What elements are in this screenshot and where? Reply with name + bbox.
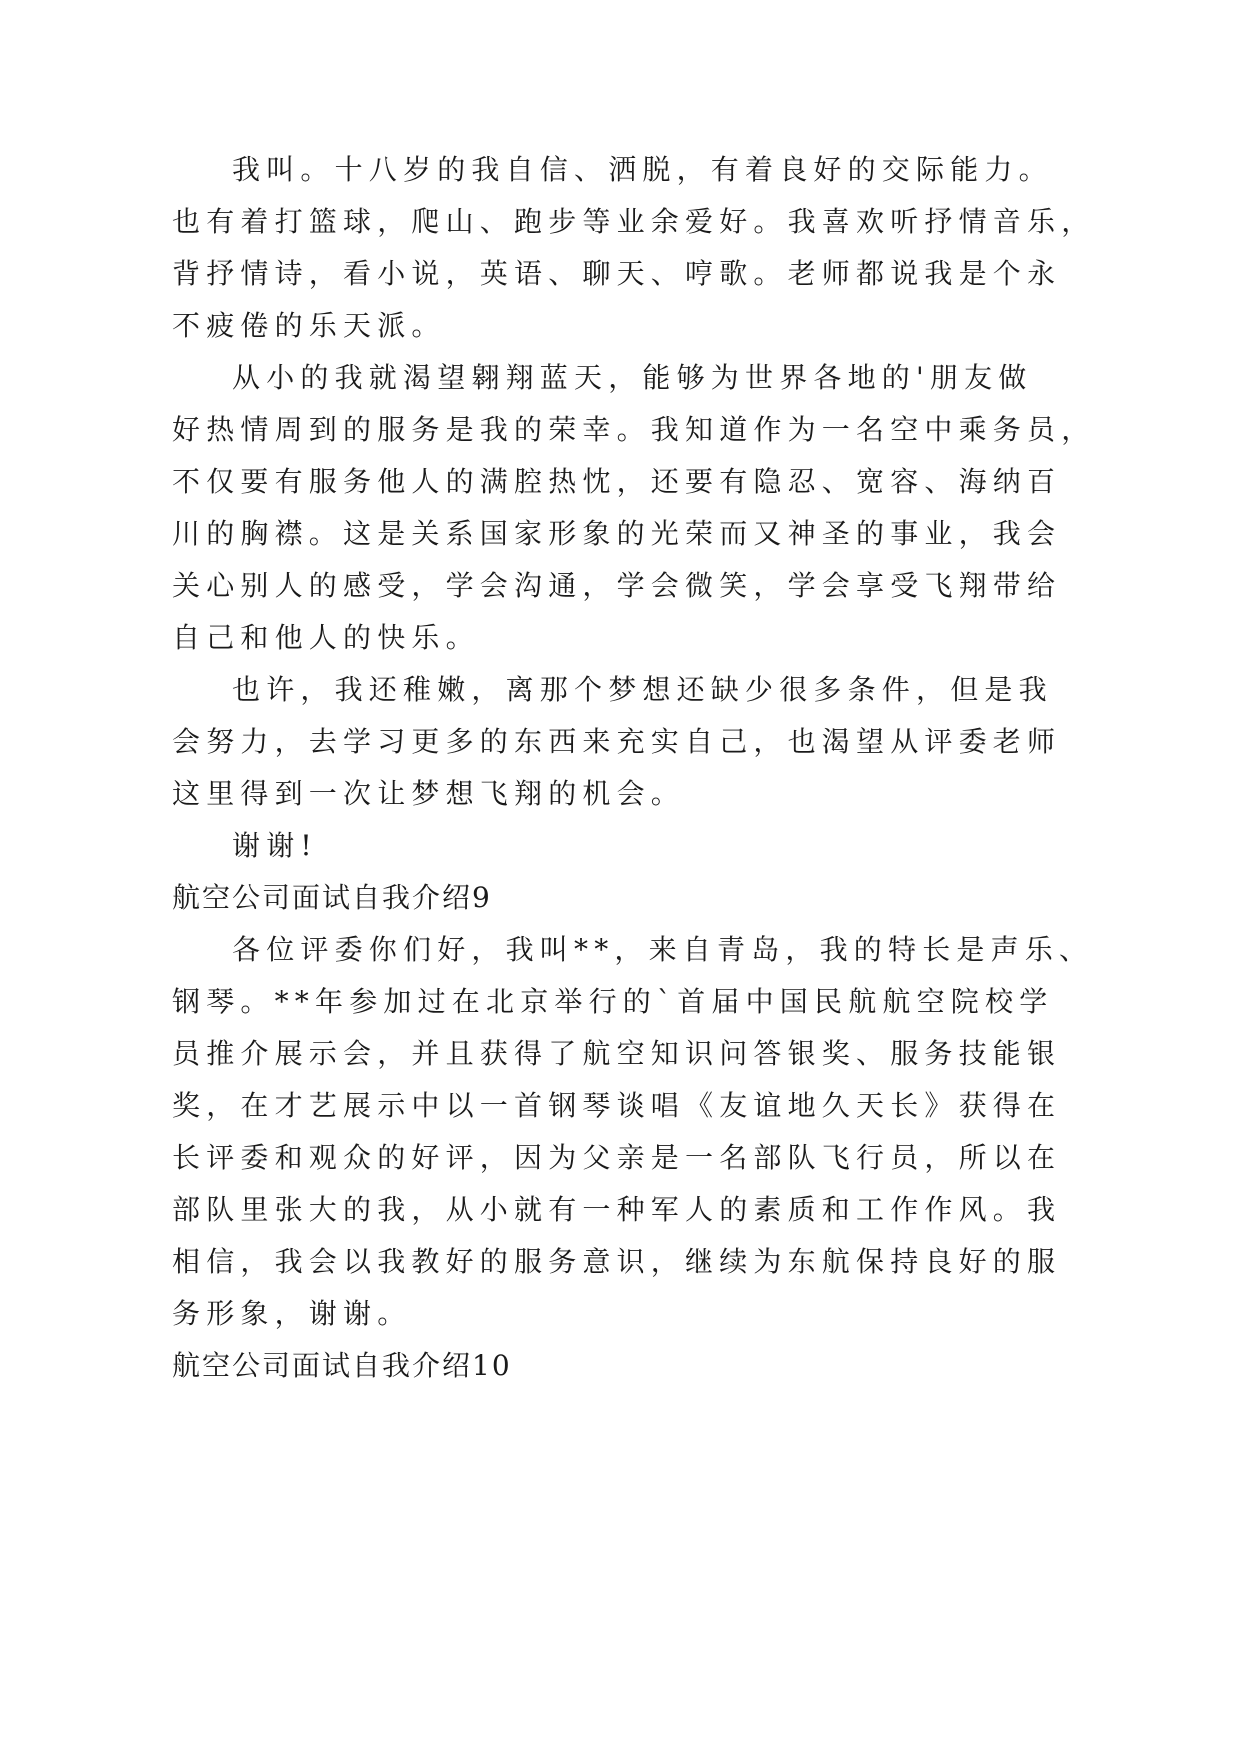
paragraph-line: 我叫。十八岁的我自信、洒脱，有着良好的交际能力。: [232, 153, 1053, 186]
paragraph-line: 相信，我会以我教好的服务意识，继续为东航保持良好的服: [172, 1245, 1062, 1278]
paragraph-line: 自己和他人的快乐。: [172, 621, 480, 654]
paragraph-line: 背抒情诗，看小说，英语、聊天、哼歌。老师都说我是个永: [172, 257, 1062, 290]
paragraph-line: 员推介展示会，并且获得了航空知识问答银奖、服务技能银: [172, 1037, 1062, 1070]
paragraph-line: 部队里张大的我，从小就有一种军人的素质和工作作风。我: [172, 1193, 1062, 1226]
paragraph-line: 长评委和观众的好评，因为父亲是一名部队飞行员，所以在: [172, 1141, 1062, 1174]
paragraph-line: 不仅要有服务他人的满腔热忱，还要有隐忍、宽容、海纳百: [172, 465, 1062, 498]
paragraph-line: 从小的我就渴望翱翔蓝天，能够为世界各地的'朋友做: [232, 361, 1033, 394]
paragraph-line: 不疲倦的乐天派。: [172, 309, 446, 342]
paragraph-line: 务形象，谢谢。: [172, 1297, 412, 1330]
paragraph-line: 谢谢!: [232, 829, 318, 862]
paragraph-line: 好热情周到的服务是我的荣幸。我知道作为一名空中乘务员，: [172, 413, 1096, 446]
paragraph-line: 这里得到一次让梦想飞翔的机会。: [172, 777, 686, 810]
section-heading: 航空公司面试自我介绍9: [172, 881, 492, 914]
paragraph-line: 川的胸襟。这是关系国家形象的光荣而又神圣的事业，我会: [172, 517, 1062, 550]
paragraph-line: 也有着打篮球，爬山、跑步等业余爱好。我喜欢听抒情音乐，: [172, 205, 1096, 238]
paragraph-line: 也许，我还稚嫩，离那个梦想还缺少很多条件，但是我: [232, 673, 1053, 706]
paragraph-line: 钢琴。**年参加过在北京举行的`首届中国民航航空院校学: [172, 985, 1054, 1018]
paragraph-line: 奖，在才艺展示中以一首钢琴谈唱《友谊地久天长》获得在: [172, 1089, 1062, 1122]
paragraph-line: 各位评委你们好，我叫**，来自青岛，我的特长是声乐、: [232, 933, 1094, 966]
paragraph-line: 会努力，去学习更多的东西来充实自己，也渴望从评委老师: [172, 725, 1062, 758]
paragraph-line: 关心别人的感受，学会沟通，学会微笑，学会享受飞翔带给: [172, 569, 1062, 602]
section-heading: 航空公司面试自我介绍10: [172, 1349, 512, 1382]
